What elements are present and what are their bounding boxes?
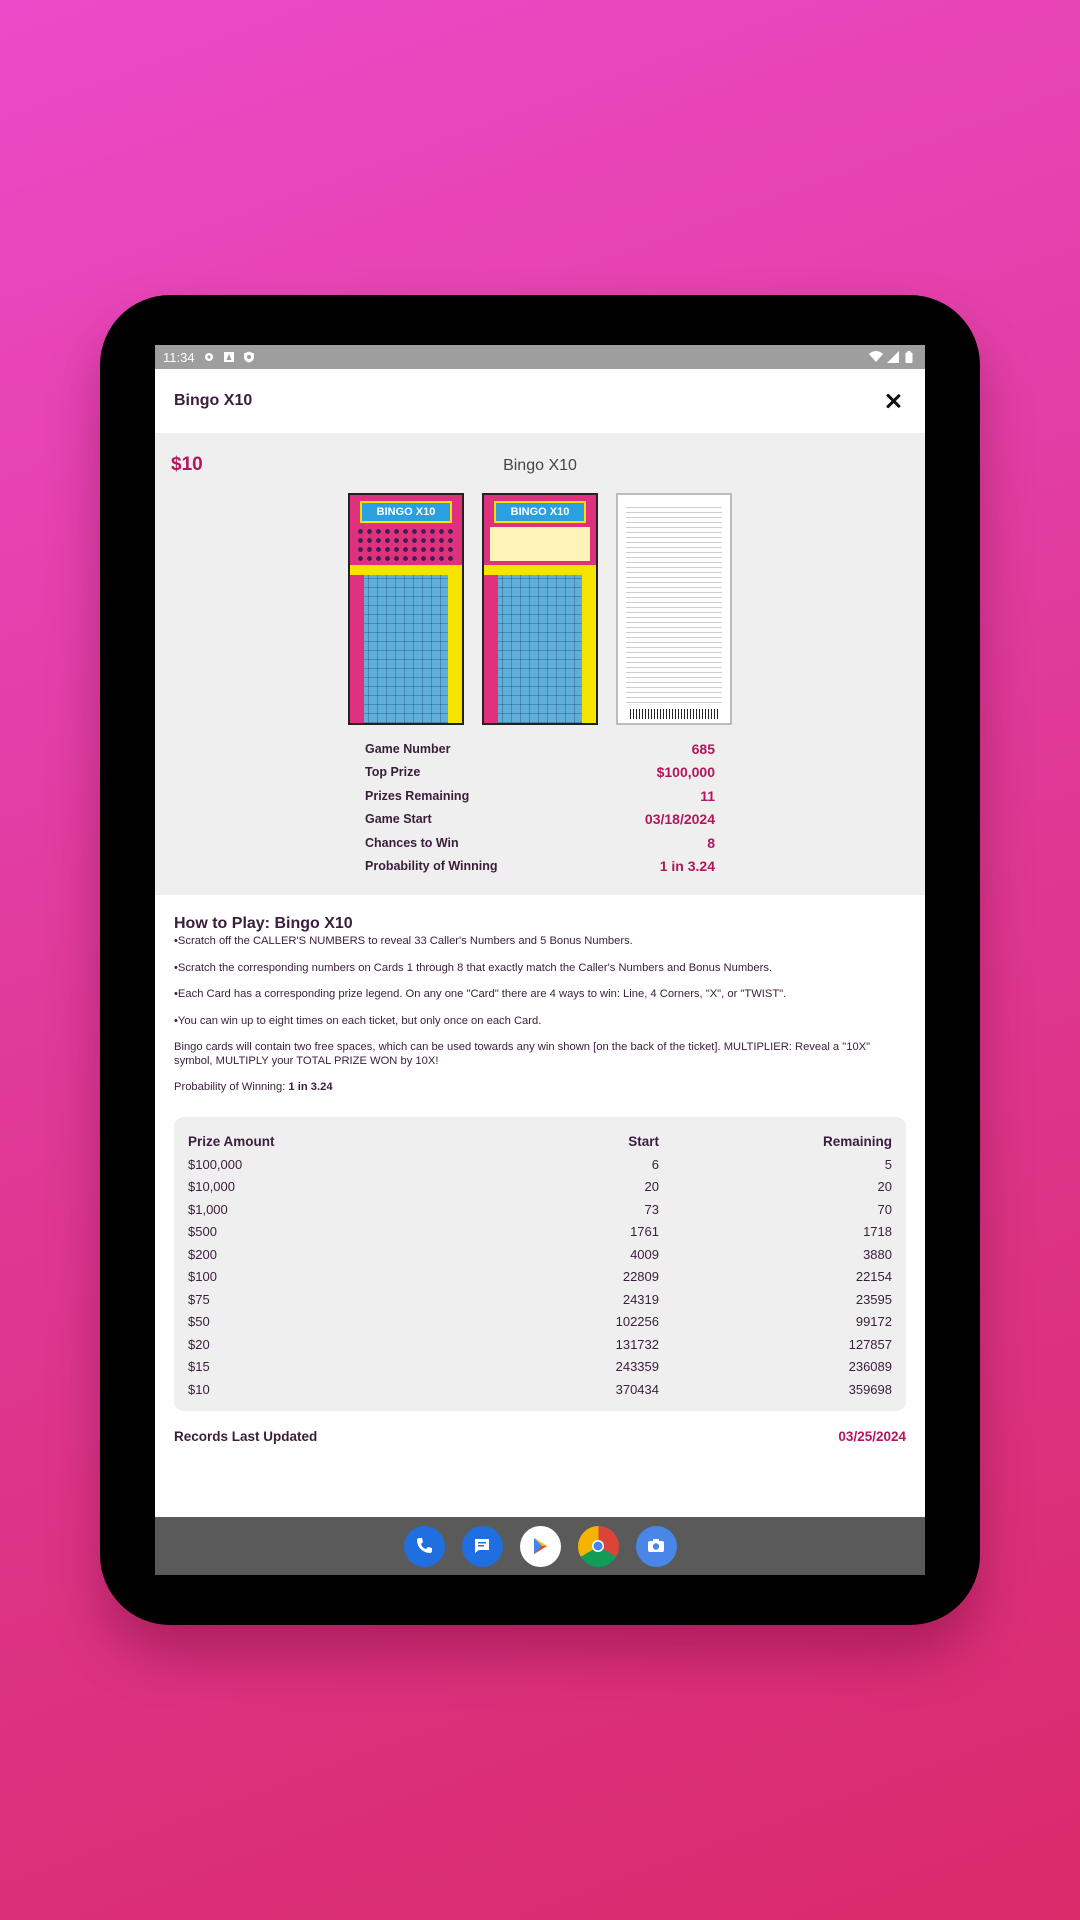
stat-value: 11 <box>700 787 715 804</box>
records-updated <box>174 1429 906 1444</box>
table-cell: 23595 <box>855 1291 892 1307</box>
table-cell: $100,000 <box>188 1156 243 1172</box>
table-cell: 370434 <box>615 1381 659 1397</box>
rule-text: •Each Card has a corresponding prize legend. On any one "Card" there are 4 ways to win: Line, 4 Corners, "X", or "TWIST". <box>174 988 787 1000</box>
table-cell: 131732 <box>615 1336 659 1352</box>
accessibility-icon <box>223 351 235 363</box>
table-cell: $10,000 <box>188 1179 235 1195</box>
table-cell: 236089 <box>848 1359 892 1375</box>
table-row <box>188 1198 892 1221</box>
messages-icon[interactable] <box>462 1526 503 1567</box>
table-cell: 127857 <box>848 1336 892 1352</box>
table-cell: 359698 <box>848 1381 892 1397</box>
wifi-icon <box>869 351 881 363</box>
stat-game-number <box>365 737 715 761</box>
status-time: 11:34 <box>163 349 195 365</box>
table-header <box>188 1131 892 1154</box>
shield-icon <box>243 351 255 363</box>
probability-label: Probability of Winning: <box>174 1081 286 1093</box>
table-cell: 22809 <box>622 1269 659 1285</box>
chrome-icon[interactable] <box>578 1526 619 1567</box>
stat-chances-to-win <box>365 831 715 855</box>
ticket-price: $10 <box>171 454 203 475</box>
probability-value: 1 in 3.24 <box>288 1081 333 1093</box>
table-cell: 73 <box>644 1201 659 1217</box>
table-cell: $20 <box>188 1336 210 1352</box>
prize-table <box>174 1117 906 1411</box>
stat-prizes-remaining <box>365 784 715 808</box>
stat-label: Top Prize <box>365 765 421 780</box>
table-row <box>188 1221 892 1244</box>
table-cell: $1,000 <box>188 1201 228 1217</box>
table-cell: 6 <box>651 1156 659 1172</box>
column-header: Start <box>628 1134 659 1150</box>
how-to-play <box>155 895 925 1095</box>
table-cell: 99172 <box>855 1314 892 1330</box>
table-cell: 5 <box>884 1156 892 1172</box>
table-cell: $10 <box>188 1381 210 1397</box>
table-cell: 102256 <box>615 1314 659 1330</box>
table-row <box>188 1176 892 1199</box>
settings-icon <box>203 351 215 363</box>
table-cell: 20 <box>877 1179 892 1195</box>
table-row <box>188 1266 892 1289</box>
table-cell: $500 <box>188 1224 217 1240</box>
stat-label: Game Start <box>365 812 432 827</box>
signal-icon <box>887 351 899 363</box>
page-title: Bingo X10 <box>174 392 253 409</box>
table-row <box>188 1333 892 1356</box>
battery-icon <box>905 351 917 363</box>
table-cell: $75 <box>188 1291 210 1307</box>
stat-value: 03/18/2024 <box>644 811 715 828</box>
rule-text: •You can win up to eight times on each ticket, but only once on each Card. <box>174 1014 542 1027</box>
column-header: Remaining <box>822 1134 892 1150</box>
records-label: Records Last Updated <box>174 1428 318 1444</box>
close-icon[interactable] <box>879 387 907 415</box>
ticket-front-image[interactable] <box>348 493 464 725</box>
table-cell: 70 <box>877 1201 892 1217</box>
rule-text: Bingo cards will contain two free spaces, which can be used towards any win shown [on the back of the ticket]. MULTIPLIER: Reveal a "10X" symbol, MULTIPLY your TOTAL PRIZE WON by 10X! <box>174 1041 871 1067</box>
rule-text: •Scratch off the CALLER'S NUMBERS to reveal 33 Caller's Numbers and 5 Bonus Numbers. <box>174 935 633 947</box>
stat-game-start <box>365 808 715 832</box>
how-to-play-title: How to Play: Bingo X10 <box>174 915 353 932</box>
table-row <box>188 1311 892 1334</box>
table-row <box>188 1153 892 1176</box>
table-row <box>188 1243 892 1266</box>
stat-label: Prizes Remaining <box>365 788 470 803</box>
game-summary <box>155 433 925 895</box>
records-date: 03/25/2024 <box>838 1428 906 1444</box>
table-cell: 24319 <box>622 1291 659 1307</box>
table-cell: $100 <box>188 1269 217 1285</box>
table-cell: $200 <box>188 1246 217 1262</box>
screen <box>155 345 925 1575</box>
table-row <box>188 1356 892 1379</box>
ticket-scratched-image[interactable] <box>482 493 598 725</box>
table-cell: $15 <box>188 1359 210 1375</box>
rule-text: •Scratch the corresponding numbers on Cards 1 through 8 that exactly match the Caller's Numbers and Bonus Numbers. <box>174 961 773 974</box>
probability-line <box>174 1081 906 1095</box>
stat-probability <box>365 855 715 879</box>
stat-value: 8 <box>707 834 715 851</box>
stat-label: Game Number <box>365 741 451 756</box>
stat-label: Chances to Win <box>365 835 459 850</box>
ticket-logo: BINGO X10 <box>494 501 586 523</box>
table-cell: 1718 <box>863 1224 892 1240</box>
ticket-logo: BINGO X10 <box>360 501 452 523</box>
table-cell: 22154 <box>855 1269 892 1285</box>
table-cell: 3880 <box>863 1246 892 1262</box>
game-name: Bingo X10 <box>503 457 577 474</box>
table-cell: $50 <box>188 1314 210 1330</box>
stat-label: Probability of Winning <box>365 859 498 874</box>
camera-icon[interactable] <box>636 1526 677 1567</box>
column-header: Prize Amount <box>188 1134 275 1150</box>
app-header <box>155 369 925 433</box>
ticket-images <box>171 493 909 725</box>
table-cell: 4009 <box>630 1246 659 1262</box>
stat-value: 1 in 3.24 <box>659 858 715 875</box>
game-stats <box>365 737 715 878</box>
stat-value: 685 <box>691 740 715 757</box>
ticket-back-image[interactable] <box>616 493 732 725</box>
table-row <box>188 1378 892 1401</box>
table-cell: 20 <box>644 1179 659 1195</box>
play-store-icon[interactable] <box>520 1526 561 1567</box>
phone-icon[interactable] <box>404 1526 445 1567</box>
dock <box>155 1517 925 1575</box>
table-cell: 243359 <box>615 1359 659 1375</box>
stat-value: $100,000 <box>656 764 715 781</box>
stat-top-prize <box>365 761 715 785</box>
table-row <box>188 1288 892 1311</box>
status-bar <box>155 345 925 369</box>
table-cell: 1761 <box>630 1224 659 1240</box>
